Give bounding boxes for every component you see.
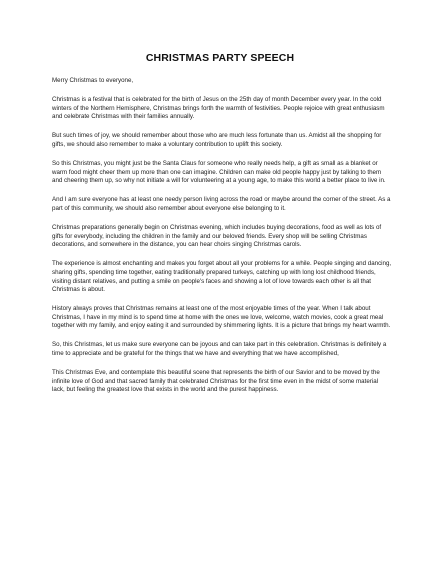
paragraph-3: So this Christmas, you might just be the Santa Claus for someone who really needs help, a gift as small as a blanket or warm food might cheer them up more than one can imagine. Children can make old people happy just by talking to them and cheering them up, so why not initiate a will for volunteering at a young age, to make this world a better place to live in. bbox=[52, 160, 386, 185]
paragraph-4: And I am sure everyone has at least one needy person living across the road or maybe around the corner of the street. As a part of this community, we should also remember about everyone else belonging to it. bbox=[52, 196, 391, 212]
paragraph-7: History always proves that Christmas remains at least one of the most enjoyable times of the year. When I talk about Christmas, I have in my mind is to spend time at home with the ones we love, welcome, watch movies, cook a great meal together with my family, and enjoy eating it and surrounded by shimmering lights. It is a picture that brings my heart warmth. bbox=[52, 305, 391, 330]
paragraph-greeting: Merry Christmas to everyone, bbox=[52, 77, 134, 84]
paragraph-9: This Christmas Eve, and contemplate this beautiful scene that represents the birth of our Savior and to be moved by the infinite love of God and that sacred family that celebrated Christmas for the first time even in the midst of some material lack, but feeling the greatest love that exists in the world and the purest happiness. bbox=[52, 369, 380, 394]
paragraph-6: The experience is almost enchanting and makes you forget about all your problems for a while. People singing and dancing, sharing gifts, spending time together, eating traditionally prepared turkeys, catching up with long lost childhood friends, visiting distant relatives, and putting a smile on people's faces and showing a lot of love towards each other is all that Christmas is about. bbox=[52, 260, 392, 294]
speech-body bbox=[52, 77, 392, 405]
page-title: CHRISTMAS PARTY SPEECH bbox=[145, 52, 295, 64]
paragraph-2: But such times of joy, we should remember about those who are much less fortunate than us. Amidst all the shopping for gifts, we should also remember to make a voluntary contribution to uplift this society. bbox=[52, 132, 382, 148]
paragraph-8: So, this Christmas, let us make sure everyone can be joyous and can take part in this celebration. Christmas is definitely a time to appreciate and be grateful for the things that we have and everything that we have accomplished, bbox=[52, 341, 387, 358]
paragraph-1: Christmas is a festival that is celebrated for the birth of Jesus on the 25th day of month December every year. In the cold winters of the Northern Hemisphere, Christmas brings forth the warmth of festivities. People rejoice with great enthusiasm and celebrate Christmas with their families annually. bbox=[52, 96, 385, 121]
paragraph-5: Christmas preparations generally begin on Christmas evening, which includes buying decorations, food as well as lots of gifts for everybody, including the children in the family and our beloved friends. Every shop will be selling Christmas decorations, and somewhere in the distance, you can hear choirs singing Christmas carols. bbox=[52, 224, 382, 249]
